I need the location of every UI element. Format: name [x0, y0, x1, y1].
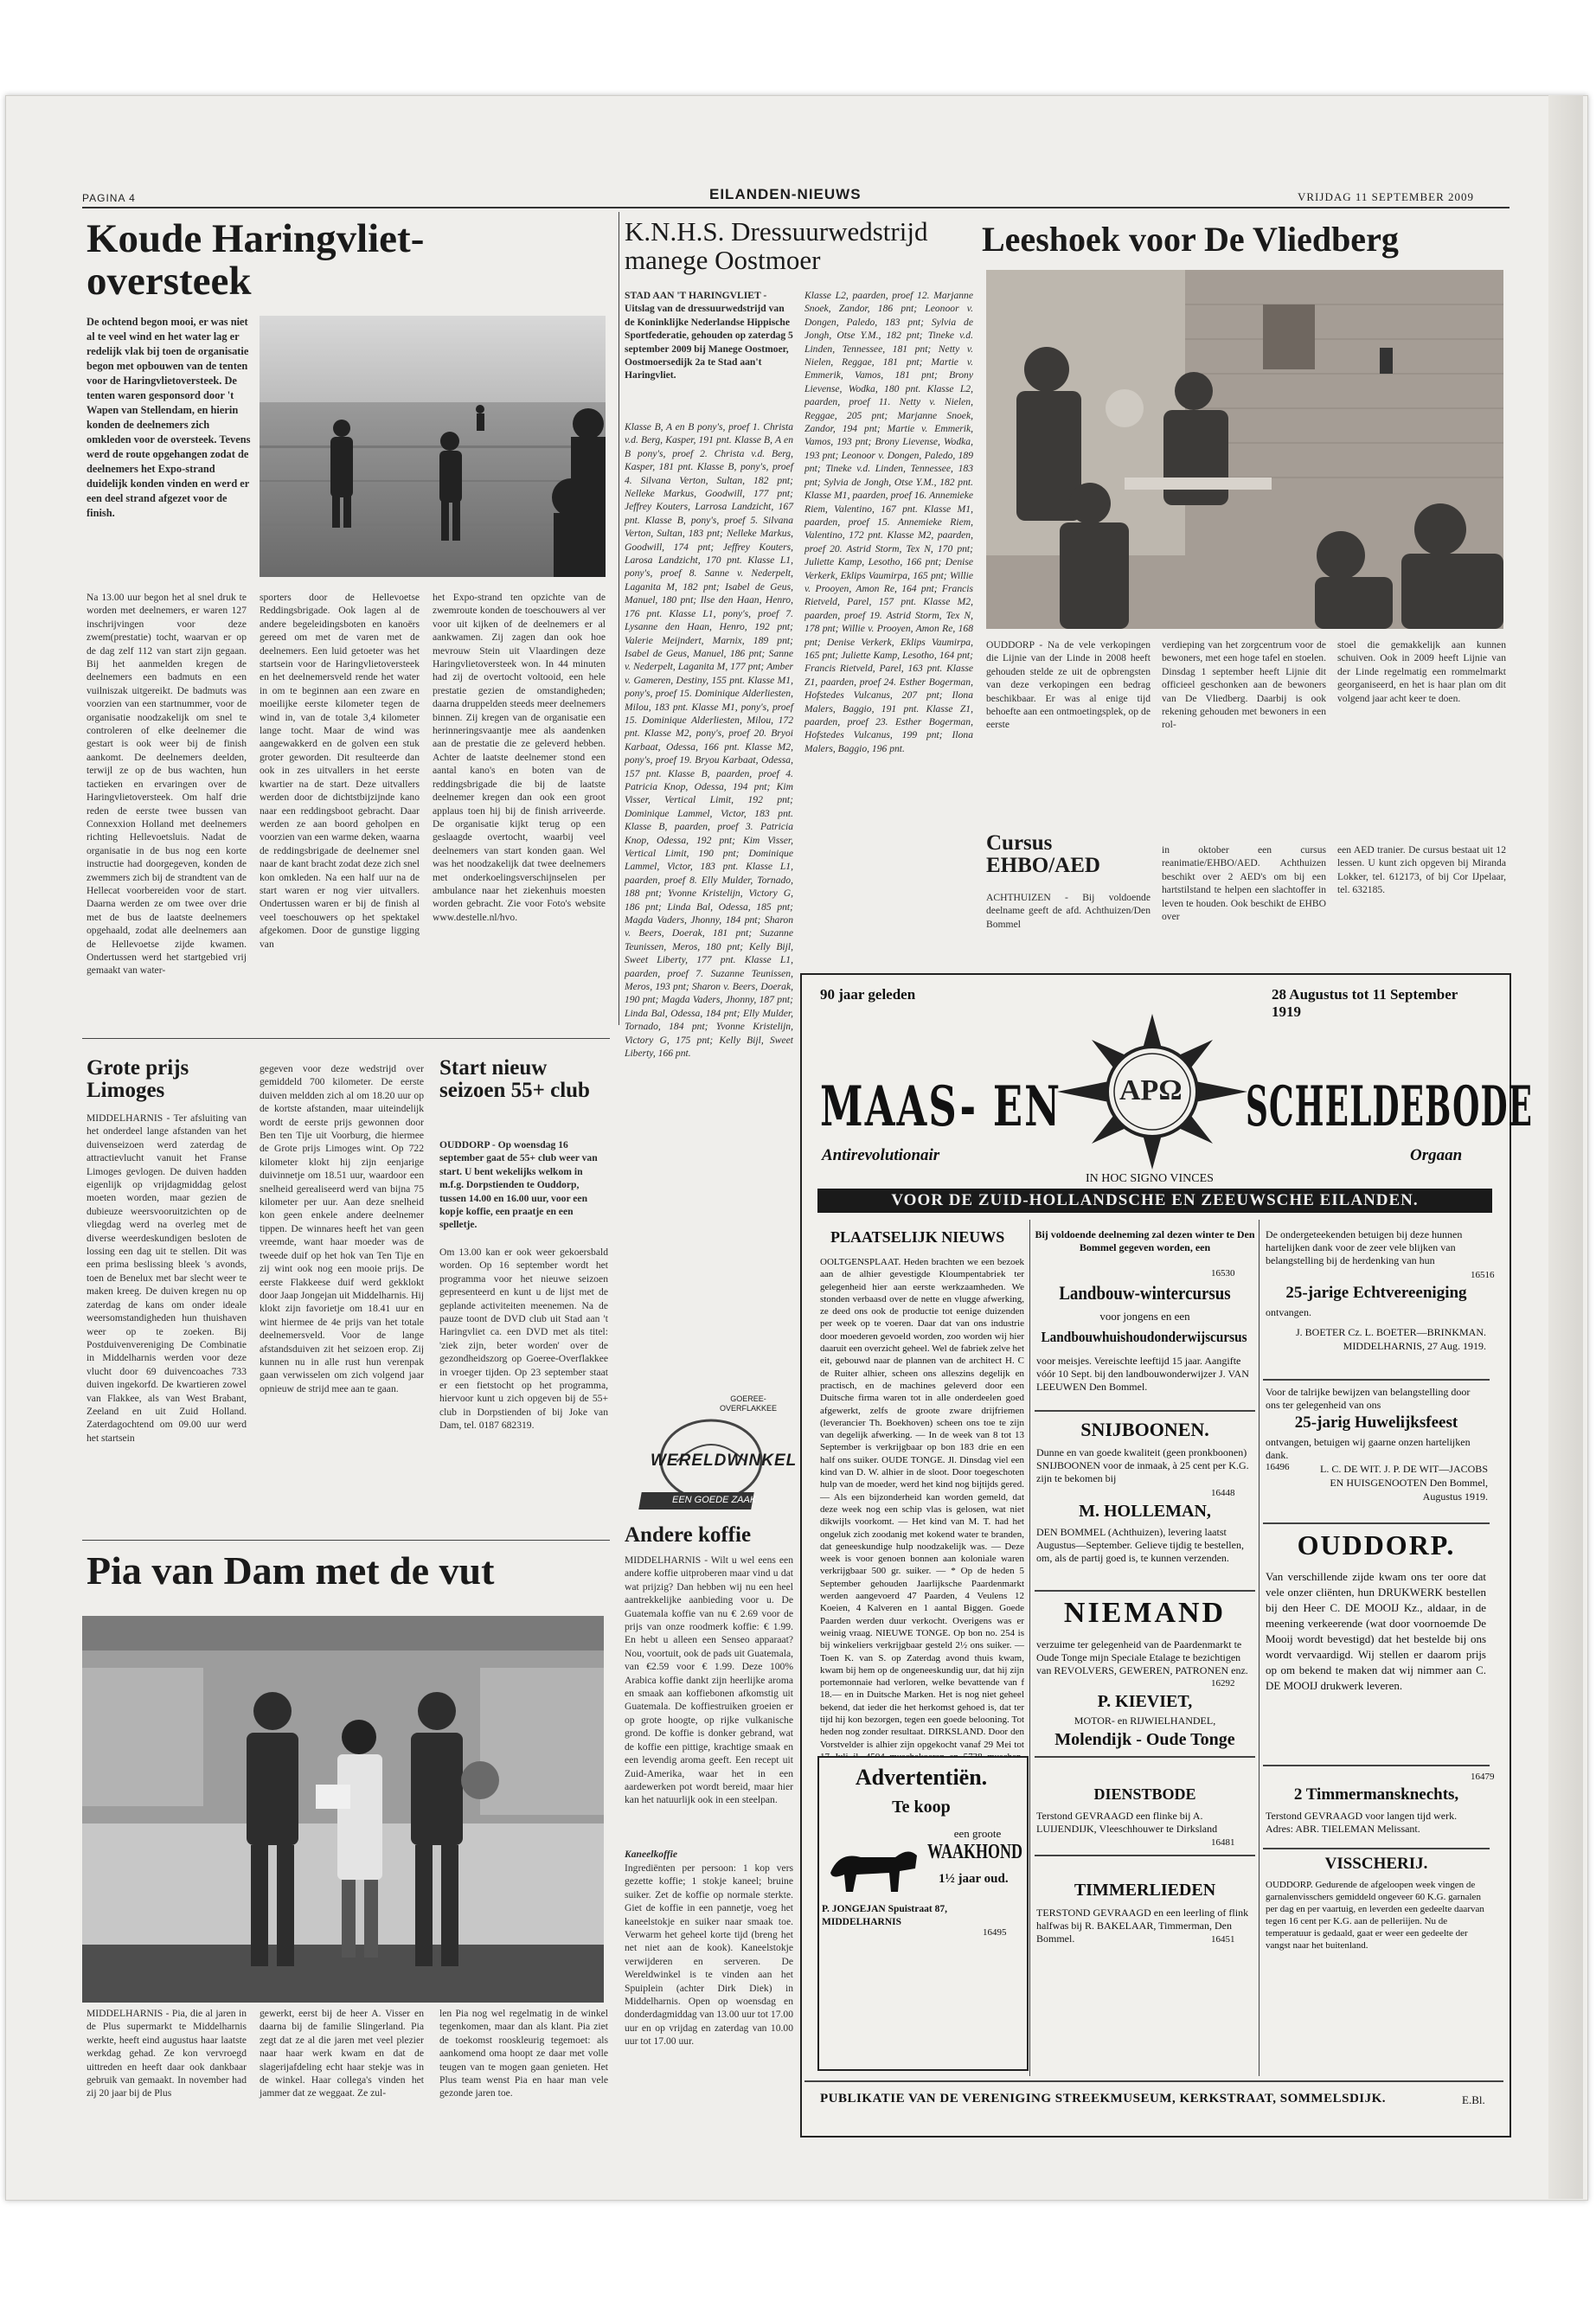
kievit-name: P. KIEVIET,	[1097, 1692, 1193, 1711]
senior-body: Om 13.00 kan er ook weer gekoersbald worden. Op 16 september wordt het programma voor het nieuwe seizoen gepresenteerd en kunt u de lijst met de geplande activiteiten meenemen. Na de pauze toont de DVD club uit Stad aan 't Haringvliet ca. een DVD met als titel: 'ziek zijn, beter worden' over de gezondheidszorg op Goeree-Overflakkee in vroeger tijden. Op 23 september staat er een fietstocht op het programma, hiervoor kunt u zich opgeven bij de 55+ club in Dorpstienden of bij Joke van Dam, tel. 0187 682319.	[439, 1247, 608, 1432]
knhs-col-2: Klasse L2, paarden, proef 12. Marjanne Snoek, Zandor, 186 pnt; Leonoor v. Dongen, Paledo, 183 pnt; Sylvia de Jongh, Otse Y.M., 182 pnt; Tineke v.d. Linden, Tennessee, 181 pnt; Netty v. Nielen, Reggae, 181 pnt; Martie v. Emmerik, Vamos, 181 pnt; Brony Lievense, Wodka, 180 pnt. Klasse L2, paarden, proef 11. Netty v. Nielen, Reggae, 205 pnt; Marjanne Snoek, Zandor, 194 pnt; Martie v. Emmerik, Vamos, 193 pnt; Brony Lievense, Wodka, 193 pnt; Leonoor v. Dongen, Paledo, 189 pnt; Tineke v.d. Linden, Tennessee, 183 pnt; Sylvia de Jongh, Otse Y.M., 182 pnt. Klasse M1, paarden, proef 16. Annemieke Riem, Valentino, 167 pnt. Klasse M1, paarden, proef 15. Annemieke Riem, Valentino, 172 pnt. Klasse M2, paarden, proef 20. Astrid Storm, Tex N, 170 pnt; Juliette Kamp, Lesotho, 166 pnt; Denise Verkerk, Eklips Vaumirpa, 165 pnt; Willie v. Prooyen, Amon Re, 164 pnt; Francis Rietveld, Parel, 157 pnt. Klasse M2, paarden, proef 19. Astrid Storm, Tex N, 178 pnt; Willie v. Prooyen, Amon Re, 168 pnt; Denise Verkerk, Eklips Vaumirpa, 165 pnt; Juliette Kamp, Lesotho, 164 pnt; Francis Rietveld, Parel, 163 pnt. Klasse Z1, paarden, proef 24. Esther Bogerman, Hofstedes Vulcanus, 207 pnt; Ilona Malers, Baggio, 191 pnt. Klasse Z1, paarden, proef 23. Esther Bogerman, Hofstedes Vulcanus, 199 pnt; Ilona Malers, Baggio, 196 pnt.	[804, 290, 973, 754]
haringvliet-photo	[260, 316, 606, 577]
historic-motto: IN HOC SIGNO VINCES	[1086, 1172, 1214, 1185]
code-16481: 16481	[1211, 1837, 1235, 1848]
limoges-col-2: gegeven voor deze wedstrijd over gemiddeld 700 kilometer. De eerste duiven meldden zich al om 18.20 uur op de kortste afstanden, maar uiteindelijk wordt de eerste prijs gewonnen door Ben ten Tije uit Voorburg, die hiermee de Grote prijs Limoges wint. Op 722 kilometer klokt hij zijn eenjarige duivinnetje om 18.51 uur, waardoor een snelheid gerealiseerd werd van bijna 75 kilometer per uur. Aan deze snelheid kon geen enkele andere deelnemer tippen. De winnares heeft het van geen vreemde, want haar moeder was de tweede duif op het hok van Ten Tije en zij wint ook nog een mooie prijs. De eerste Flakkeese duif werd gekklokt door Jaap Jongejan uit Middelharnis. Hij klokt zijn favorietje om 18.41 uur en wint hiermee de 4e prijs van het totale deelnemersveld. Voor de lange afstandsduiven zit het seizoen erop. Zij kunnen nu in alle rust hun verenpak gaan verwisselen om zich volgend jaar opnieuw de strijd mee aan te gaan.	[260, 1063, 424, 1394]
snijboonen-title: SNIJBOONEN.	[1080, 1419, 1209, 1440]
echtvereeniging-intro: De ondergeteekenden betuigen bij deze hunnen hartelijken dank voor de zeer vele blijken van belangstelling bij de herdenking van hun	[1266, 1228, 1463, 1266]
kievit-place: Molendijk - Oude Tonge	[1054, 1730, 1235, 1749]
haringvliet-col-3: het Expo-strand ten opzichte van de zwemroute konden de toeschouwers al ver voor uit kijken of de deelnemers er al aankwamen. Zij zagen dan ook hoe mevrouw Stein uit Vlaardingen deze Haringvlietoversteek won. In 44 minuten had zij de overtocht voltooid, een hele prestatie gezien de omstandigheden; daarna druppelden steeds meer deelnemers binnen. Zij kregen van de organisatie een herinneringsvaantje mee als aandenken aan de prestatie die ze geleverd hebben. Achter de laatste deelnemer stond een aantal kano's en boten van de reddingsbrigade die bij de laatste deelnemer kregen dan ook een groot applaus toen hij bij de finish arriveerde. De organisatie kijkt terug op een geslaagde overtocht, waarbij veel deelnemers van start konden gaan. Wel was het noodzakelijk dat twee deelnemers met onderkoelingsverschijnselen per ambulance naar het ziekenhuis moesten worden gebracht. Zie voor Foto's website www.destelle.nl/hvo.	[433, 592, 606, 923]
huwelijksfeest-intro: Voor de talrijke bewijzen van belangstelling door ons ter gelegenheid van ons	[1266, 1386, 1471, 1411]
pia-title: Pia van Dam met de vut	[87, 1548, 495, 1593]
dewit-signature: L. C. DE WIT. J. P. DE WIT—JACOBS EN HUISGENOOTEN Den Bommel, Augustus 1919.	[1319, 1463, 1488, 1503]
limoges-title: Grote prijs Limoges	[87, 1056, 189, 1103]
timmermansknechts-title: 2 Timmermansknechts,	[1293, 1785, 1459, 1804]
haringvliet-col-1: Na 13.00 uur begon het al snel druk te worden met deelnemers, er waren 127 inschrijvingen voor deze zwem(prestatie) tocht, waarvan er op de dag zelf 112 van start zijn gegaan. Bij het aanmelden kregen de deelnemers een badmuts en een vuilniszak uitgereikt. De badmuts was voorzien van een startnummer, voor de organisatie noodzakelijk om snel te controleren of elke deelnemer die gestart is ook weer bij de finish aankomt. De deelnemers deelden, terwijl ze op de bus wachten, hun tactieken en ervaringen over de Haringvlietoversteek. Om half drie reden de eerste twee bussen van Connexxion Holland met deelnemers richting Hellevoetsluis. Nadat de organisatie in de bus nog een korte instructie had doorgegeven, konden de zwemmers zich bij de strandtent van de Hellecat voorbereiden voor de start. Daarna werden ze om twee over drie met de bus de laatste deelnemers opgehaald, zodat alle deelnemers aan de Hellevoetse zijde kwamen. Ondertussen werd het startgebied vrij gemaakt van water-	[87, 592, 247, 977]
plaatselijk-nieuws-body: OOLTGENSPLAAT. Heden brachten we een bezoek aan de alhier gevestigde Kloumpentabriek ter gelegenheid hier aan eerste werkzaamheden. We stonden verbaasd over de nette en vlugge afwerking, ze deed ons ook de productie tot eenige duizenden per week op te voeren. Daar dat van ons industrie door moederen gevoeld worden, zoo worden wij hier daaruit een overzicht geheel. Wel de fabriek zelve het eit, gebouwd naar de plannen van de architect H. C de Ruiter alhier, scheen ons alleszins degelijk en practisch, en de machines geleverd door een Duitsche firma waren tot in alle onderdeelen goed afgewerkt, zelfs de groote zware drijfriemen (leverancier Th. Boekhoven) scheen ons toe te zijn van degelijk afwerking. — In de week van 8 tot 13 September is verkrijgbaar op bon 183 drie en een half ons suiker. OUDE TONGE. Jl. Dinsdag viel een kind van D. W. alhier in de sloot. Door toegeschoten hulp van de moeder, werd het kind nog bijtijds gered. — Als een bijzonderheid kan worden gemeld, dat deze week nog een schip vlas is gelosen, wat niet dikwijls voorkomt. — Het kind van M. T. had het ongeluk zich zoodanig met kokend water te branden, dat geneeskundige hulp noodzakelijk was. — Deze week is voor genoen bonnen aan koloniale waren verkrijgbaar 500 gr. suiker. — * Op de heden 5 September gehouden Jaarlijksche Paardenmarkt werden aangevoerd 47 Paarden, 4 Veulens 12 Koeien, 4 Kalveren en 1 aantal Biggen. Goede Paarden werden duur verkocht. Overigens was er weinig vraag. NIEUWE TONGE. Op bon no. 254 is bij winkeliers verkrijgbaar gesteld 2½ ons suiker. — Toen K. van S. op Zaterdag avond thuis kwam, kwam bij hem op de ongeneeskundig uur, dat hij zijn portemonnaie had verloren, welke bevattende van f 18.— en in Duitsche Marken. Het is nog niet geheel bekend, dat ieder die het herkomst gehoed is, dat ter tijd hij kon bezorgen, tegen een goede belooning. Tot heden nog zonder resultaat. DIRKSLAND. Door den Vorstvelder is alhier zijn opgekocht vanaf 29 Mei tot	[820, 1257, 1024, 1750]
ad-rule	[1035, 1410, 1255, 1412]
limoges-col-1: MIDDELHARNIS - Ter afsluiting van het onderdeel lange afstanden van het duivenseizoen werd zaterdag de attractievlucht vanuit het Franse Limoges gevlogen. De duiven hadden eigenlijk op vrijdagmiddag gelost moeten worden, maar gezien de dubieuze weersvooruitzichten op de vliegdag werd na overleg met de diverse weerdeskundigen besloten de lossing een dag uit te stellen. Dit was een prima beslissing bleek 's avonds, toen de Benelux met bar slecht weer te maken kreeg. De duiven kregen nu op zaterdag de kans om onder ideale weersomstandigheden hun thuishaven weer op te zoeken. Bij Postduivenvereniging De Combinatie in Middelharnis werden voor deze vlucht door 69 duivencoaches 733 duiven ingekorfd. De kwartieren zowel van Flakkee, als van West Brabant, Zeeland en uit Zuid Holland. Zaterdagochtend om 09.00 uur werd het startsein	[87, 1112, 247, 1444]
wintercursus-intro: Bij voldoende deelneming zal dezen winter te Den Bommel gegeven worden, een	[1035, 1228, 1255, 1253]
koffie-title: Andere koffie	[625, 1523, 752, 1547]
ouddorp-title: OUDDORP.	[1297, 1529, 1456, 1561]
snijboonen-body: Dunne en van goede kwaliteit (geen pronkboonen) SNIJBOONEN voor de inmaak, à 25 cent per K.G. zijn te bekomen bij	[1036, 1446, 1249, 1484]
dienstbode-title: DIENSTBODE	[1093, 1785, 1196, 1803]
landbouwhuishoud-cursus: Landbouwhuishoudonderwijscursus	[1041, 1329, 1247, 1345]
historic-footer: PUBLIKATIE VAN DE VERENIGING STREEKMUSEUM, KERKSTRAAT, SOMMELSDIJK.	[820, 2092, 1387, 2106]
waakhond: WAAKHOND	[927, 1841, 1023, 1863]
knhs-lead: STAD AAN 'T HARINGVLIET - Uitslag van de dressuurwedstrijd van de Koninklijke Nederlandse Hippische Sportfederatie, gehouden op zaterdag 5 september 2009 bij Manege Oostmoer, Oostmoersedijk 2a te Stad aan't Haringvliet.	[625, 290, 793, 381]
code-16530: 16530	[1211, 1268, 1235, 1279]
haringvliet-title: Koude Haringvliet-oversteek	[87, 216, 425, 304]
landbouw-wintercursus: Landbouw-wintercursus	[1059, 1282, 1231, 1304]
ad-rule	[1035, 1756, 1255, 1758]
cursus-col-1: ACHTHUIZEN - Bij voldoende deelname geeft de afd. Achthuizen/Den Bommel	[986, 892, 1151, 930]
waakhond-address: P. JONGEJAN Spuistraat 87, MIDDELHARNIS	[822, 1904, 947, 1927]
pia-photo	[82, 1616, 604, 2003]
wintercursus-details: voor meisjes. Vereischte leeftijd 15 jaar. Aangifte vóór 10 Sept. bij den landbouwonderwijzer J. VAN LEEUWEN Den Bommel.	[1036, 1355, 1249, 1393]
niemand-title: NIEMAND	[1063, 1597, 1227, 1629]
cursus-col-3: een AED tranier. De cursus bestaat uit 12 lessen. U kunt zich opgeven bij Miranda Lokker, tel. 612173, of bij Cor IJpelaar, tel. 632185.	[1337, 844, 1506, 896]
historic-dates: 28 Augustus tot 11 September 1919	[1272, 986, 1458, 1020]
visscherij-title: VISSCHERIJ.	[1324, 1855, 1428, 1873]
wereldwinkel-logo: GOEREE-OVERFLAKKEE WERELDWINKEL EEN GOEDE ZAAK	[625, 1393, 789, 1518]
holleman-body: DEN BOMMEL (Achthuizen), levering laatst Augustus—September. Gelieve tijdig te bestellen, om, als de partij goed is, te kunnen verzenden.	[1036, 1526, 1244, 1564]
code-16451: 16451	[1211, 1934, 1235, 1945]
dienstbode-body: Terstond GEVRAAGD een flinke bij A. LUIJENDIJK, Vleeschhouwer te Dirksland	[1036, 1810, 1218, 1835]
timmerlieden-body: TERSTOND GEVRAAGD en een leerling of flink halfwas bij R. BAKELAAR, Timmerman, Den Bommel.	[1036, 1907, 1249, 1945]
section-rule	[82, 1540, 610, 1541]
koffie-body: MIDDELHARNIS - Wilt u wel eens een andere koffie uitproberen maar vind u dat wat prijzig? Dan hebben wij nu een heel aantrekkelijke aanbieding voor u. De Guatemala koffie van nu € 2.69 voor de prijs van onze roodmerk koffie: € 1.99. En hebt u alleen een Senseo apparaat? Nou, voortuit, ook de pads uit Guatemala, van €2.59 voor € 1.99. Deze 100% Arabica koffie dankt zijn heerlijke aroma en smaak aan koffiebonen afkomstig uit Guatemala. De koffiestruiken groeien er op grote hoogte, op rijke vulkanische grond. De koffie is donker gebrand, wat de koffie een pittige, krachtige smaak en een levendig aroma geeft. Een recept uit Zuid-Amerika, waar het in een aardewerken pot wordt bereid, maar hier kan het natuurlijk ook in een steelpan.	[625, 1554, 793, 1806]
knhs-title: K.N.H.S. Dressuurwedstrijd manege Oostmoer	[625, 216, 928, 275]
leeshoek-col-2: verdieping van het zorgcentrum voor de bewoners, met een hoge tafel en stoelen. Dinsdag 1 september heeft Lijnie dit officieel geschonken aan de bewoners van De Vliedberg. Daarbij is ook rekening gehouden met bewoners in een rol-	[1162, 639, 1326, 731]
historic-footer-tag: E.Bl.	[1462, 2093, 1485, 2106]
wintercursus-jongens: voor jongens en een	[1099, 1310, 1190, 1323]
koffie-subtitle: Kaneelkoffie	[625, 1849, 677, 1860]
leeshoek-photo	[986, 270, 1503, 629]
pia-col-2: gewerkt, eerst bij de heer A. Visser en daarna bij de familie Slingerland. Pia zegt dat ze al die jaren met veel plezier naar haar werk kwam en dat de slagerijafdeling echt haar stekje was in de winkel. Haar collega's vinden het jammer dat ze weggaat. Ze zul-	[260, 2008, 424, 2099]
niemand-body: verzuime ter gelegenheid van de Paardenmarkt te Oude Tonge mijn Speciale Etalage te bezichtigen van REVOLVERS, GEWEREN, PATRONEN enz.	[1036, 1638, 1248, 1676]
kievit-body: MOTOR- en RIJWIELHANDEL,	[1074, 1715, 1216, 1727]
senior-title: Start nieuw seizoen 55+ club	[439, 1056, 590, 1103]
leeshoek-col-3: stoel die gemakkelijk aan kunnen schuiven. Ook in 2009 heeft Lijnie van der Linde regelmatig een rommelmarkt georganiseerd, en het is haar plan om dit volgend jaar acht keer te doen.	[1337, 639, 1506, 704]
echtvereeniging-title: 25-jarige Echtvereeniging	[1285, 1284, 1467, 1302]
echtvereeniging-ontvangen: ontvangen.	[1266, 1306, 1311, 1318]
haringvliet-col-2: sporters door de Hellevoetse Reddingsbrigade. Ook lagen al de andere begeleidingsboten en kanoërs gereed om met de varen met de deelnemers. Een luid getoeter was het startsein voor de Haringvlietoversteek en het deelnemersveld rende het water in om te beginnen aan een zware en moeilijke eerste kilometer tegen de wind in, van de totale 3,4 kilometer lange tocht. Maar de wind was aangewakkerd en de golven een stuk groter geworden. Dit resulteerde dan ook in zes uitvallers in het eerste kwartier na de start. Deze uitvallers werden door de dichtstbijzijnde kano naar een reddingsboot gebracht. Daar werden ze aan boord geholpen en voorzien van een warme deken, waarna de reddingsbrigade de deelnemer snel naar de kant bracht zodat deze zich snel kon omkleden. Na een half uur na de start waren er nog vier uitvallers. Ondertussen waren er bij de finish al veel toeschouwers op het spektakel afgekomen. Door de gunstige ligging van	[260, 592, 420, 950]
historic-divider	[1029, 1220, 1030, 2076]
page-fold	[1548, 95, 1583, 2199]
historic-banner: VOOR DE ZUID-HOLLANDSCHE EN ZEEUWSCHE EILANDEN.	[817, 1189, 1492, 1213]
leeshoek-col-1: OUDDORP - Na de vele verkopingen die Lijnie van der Linde in 2008 heeft gehouden stelde ze uit de opbrengsten van deze verkopingen een bedrag beschikbaar. Er was al enige tijd behoefte aan een ontmoetingsplek, op de eerste	[986, 639, 1151, 731]
ad-rule	[1263, 1522, 1490, 1524]
senior-lead: OUDDORP - Op woensdag 16 september gaat de 55+ club weer van start. U bent wekelijks welkom in m.f.g. Dorpstienden te Ouddorp, tussen 14.00 en 16.00 uur, voor een kopje koffie, een praatje en een spelletje.	[439, 1139, 598, 1231]
advertentien-title: Advertentiën.	[855, 1765, 988, 1790]
waakhond-age: 1½ jaar oud.	[939, 1872, 1009, 1886]
cursus-title: Cursus EHBO/AED	[986, 831, 1100, 878]
ad-rule	[1263, 1848, 1490, 1849]
huwelijksfeest-title: 25-jarig Huwelijksfeest	[1294, 1413, 1458, 1432]
boeter-signature: J. BOETER Cz. L. BOETER—BRINKMAN. MIDDELHARNIS, 27 Aug. 1919.	[1296, 1326, 1486, 1352]
haringvliet-lead: De ochtend begon mooi, er was niet al te veel wind en het water lag er redelijk vlak bij toen de organisatie begon met opbouwen van de tenten voor de Haringvlietoversteek. De tenten waren gesponsord door 't Wapen van Stellendam, en hierin konden de deelnemers zich omkleden voor de oversteek. Tevens werd de route opgehangen zodat de deelnemers het Expo-strand duidelijk konden vinden en werd er een deel strand afgezet voor de finish.	[87, 316, 251, 519]
pia-col-1: MIDDELHARNIS - Pia, die al jaren in de Plus supermarkt te Middelharnis werkte, heeft eind augustus haar laatste werkdag gehad. Ze kon vervroegd uittreden en heeft daar ook dankbaar gebruik van gemaakt. In november had zij 20 jaar bij de Plus	[87, 2008, 247, 2099]
header-rule	[82, 207, 1509, 208]
dog-illustration	[822, 1838, 926, 1899]
section-rule	[82, 1038, 610, 1039]
ad-rule	[1035, 1590, 1255, 1592]
historic-emblem: AΡΩ	[1057, 1014, 1247, 1170]
ad-rule	[1035, 1855, 1255, 1856]
code-16448: 16448	[1211, 1488, 1235, 1498]
visscherij-body: OUDDORP. Gedurende de afgeloopen week vingen de garnalenvisschers gemiddeld ongeveer 60 K.G. garnalen per dag en per vaartuig, en leverden een gedeelte daarvan tegen 16 cent per K.G. aan de pelleriijen. Nu de temperatuur is gedaald, gaat er weer een gedeelte der vangst naar het buitenland.	[1266, 1880, 1484, 1951]
historic-title-left: MAAS- EN	[820, 1074, 1062, 1139]
huwelijksfeest-dank: ontvangen, betuigen wij gaarne onzen hartelijken dank.	[1266, 1436, 1471, 1461]
ouddorp-body: Van verschillende zijde kwam ons ter oore dat vele onzer cliënten, hun DRUKWERK bestellen bij den Heer C. DE MOOIJ Kz., aldaar, in de meening verkeerende (wat door voornoemde De Mooij wordt bevestigd) dat het bestelde bij ons wordt vervaardigd. Wij stellen er daarom prijs op om bekend te maken dat wij nimmer aan C. DE MOOIJ drukwerk leveren.	[1266, 1570, 1486, 1692]
footer-rule	[804, 2080, 1503, 2082]
code-16292: 16292	[1211, 1678, 1235, 1689]
page-date: VRIJDAG 11 SEPTEMBER 2009	[1298, 190, 1475, 203]
plaatselijk-nieuws-title: PLAATSELIJK NIEUWS	[830, 1228, 1005, 1246]
timmermansknechts-body: Terstond GEVRAAGD voor langen tijd werk. Adres: ABR. TIELEMAN Melissant.	[1266, 1810, 1458, 1835]
wereldwinkel-slogan: EEN GOEDE ZAAK	[672, 1495, 757, 1505]
tekoop: Te koop	[892, 1798, 951, 1817]
cursus-col-2: in oktober een cursus reanimatie/EHBO/AED. Achthuizen beschikt over 2 AED's om bij een hartstilstand te helpen een slachtoffer in leven te houden. Ook beschikt de EHBO over	[1162, 844, 1326, 923]
groote: een groote	[953, 1827, 1002, 1840]
ad-rule	[1263, 1379, 1490, 1381]
holleman-name: M. HOLLEMAN,	[1079, 1502, 1211, 1521]
pia-col-3: len Pia nog wel regelmatig in de winkel tegenkomen, maar dan als klant. Pia ziet de toekomst rooskleurig tegemoet: als aankomend oma hoopt ze daar met volle teugen van te mogen gaan genieten. Het Plus team wenst Pia en haar man vele gezonde jaren toe.	[439, 2008, 608, 2099]
koffie-recipe: Ingrediënten per persoon: 1 kop vers gezette koffie; 1 stokje kaneel; bruine suiker. Zet de koffie op normale sterkte. Giet de koffie in een pannetje, voeg het kaneelstokje en suiker naar smaak toe. Verwarm het geheel korte tijd (breng het net niet aan de kook). Kaneelstokje verwijderen en serveren. De Wereldwinkel is te vinden aan het Spuiplein (achter Dirk Diek) in Middelharnis. Open op woensdag en donderdagmiddag van 13.00 uur tot 17.00 uur en op vrijdag en zaterdag van 10.00 uur tot 17.00 uur.	[625, 1862, 793, 2048]
timmerlieden-title: TIMMERLIEDEN	[1074, 1881, 1216, 1900]
page-number: PAGINA 4	[82, 192, 136, 204]
wereldwinkel-name: WERELDWINKEL	[651, 1452, 798, 1470]
code-16516: 16516	[1471, 1270, 1495, 1280]
code-16496: 16496	[1266, 1462, 1290, 1472]
knhs-col-1: Klasse B, A en B pony's, proef 1. Christa v.d. Berg, Kasper, 191 pnt. Klasse B, A en B pony's, proef 2. Christa v.d. Berg, Kasper, 181 pnt. Klasse B, pony's, proef 4. Silvana Verton, Sultan, 182 pnt; Nelleke Markus, Goodwill, 177 pnt; Jeffrey Kouters, Larrosa Landzicht, 167 pnt. Klasse B, pony's, proef 5. Silvana Verton, Sultan, 183 pnt; Nelleke Markus, Goodwill, 174 pnt; Jeffrey Kouters, Larosa Landzicht, 170 pnt. Klasse L1, pony's, proef 8. Sanne v. Nederpelt, Laganita M, 182 pnt; Isabel de Geus, Manuel, 180 pnt; Ilse den Haan, Henro, 176 pnt. Klasse L1, pony's, proef 7. Lysanne den Haan, Henro, 192 pnt; Valerie Meijndert, Marnix, 189 pnt; Isabel de Geus, Manuel, 186 pnt; Sanne v. Nederpelt, Laganita M, 177 pnt; Amber v. Gameren, Destiny, 155 pnt. Klasse M1, pony's, proef 15. Dominique Alderliesten, Milou, 183 pnt. Klasse M1, pony's, proef 15. Dominique Alderliesten, Milou, 172 pnt. Klasse M2, pony's, proef 20. Bryoi Karbaat, Odessa, 166 pnt. Klasse M2, pony's, proef 19. Bryou Karbaat, Odessa, 157 pnt. Klasse B, paarden, proef 4. Patricia Knop, Odessa, 194 pnt; Kim Visser, Vertical Limit, 192 pnt; Dominique Lammel, Victor, 183 pnt. Klasse B, paarden, proef 3. Patricia Knop, Odessa, 192 pnt; Kim Visser, Vertical Limit, 190 pnt; Dominique Lammel, Victor, 183 pnt. Klasse L1, paarden, proef 8. Elly Mulder, Tornado, 188 pnt; Yvonne Kristelijn, Victory G, 186 pnt; Linda Bal, Odessa, 185 pnt; Magda Vaders, Jhonny, 184 pnt; Sharon v. Beers, Doerak, 181 pnt; Suzanne Teunissen, Meros, 180 pnt; Kelly Bijl, Sweet Liberty, 177 pnt. Klasse L1, paarden, proef 7. Suzanne Teunissen, Meros, 193 pnt; Sharon v. Beers, Doerak, 190 pnt; Magda Vaders, Jhonny, 187 pnt; Linda Bal, Odessa, 184 pnt; Elly Mulder, Tornado, 184 pnt; Yvonne Kristelijn, Victory G, 175 pnt; Kelly Bijl, Sweet Liberty, 166 pnt.	[625, 421, 793, 1060]
historic-sub-left: Antirevolutionair	[822, 1146, 940, 1164]
ad-rule	[1263, 1765, 1490, 1766]
historic-sub-right: Orgaan	[1410, 1146, 1463, 1164]
masthead: EILANDEN-NIEUWS	[709, 186, 862, 202]
historic-years-ago: 90 jaar geleden	[820, 986, 916, 1003]
leeshoek-title: Leeshoek voor De Vliedberg	[982, 220, 1399, 259]
code-16495: 16495	[983, 1927, 1007, 1938]
historic-title-right: SCHELDEBODE	[1246, 1074, 1534, 1139]
code-16479: 16479	[1471, 1772, 1495, 1782]
